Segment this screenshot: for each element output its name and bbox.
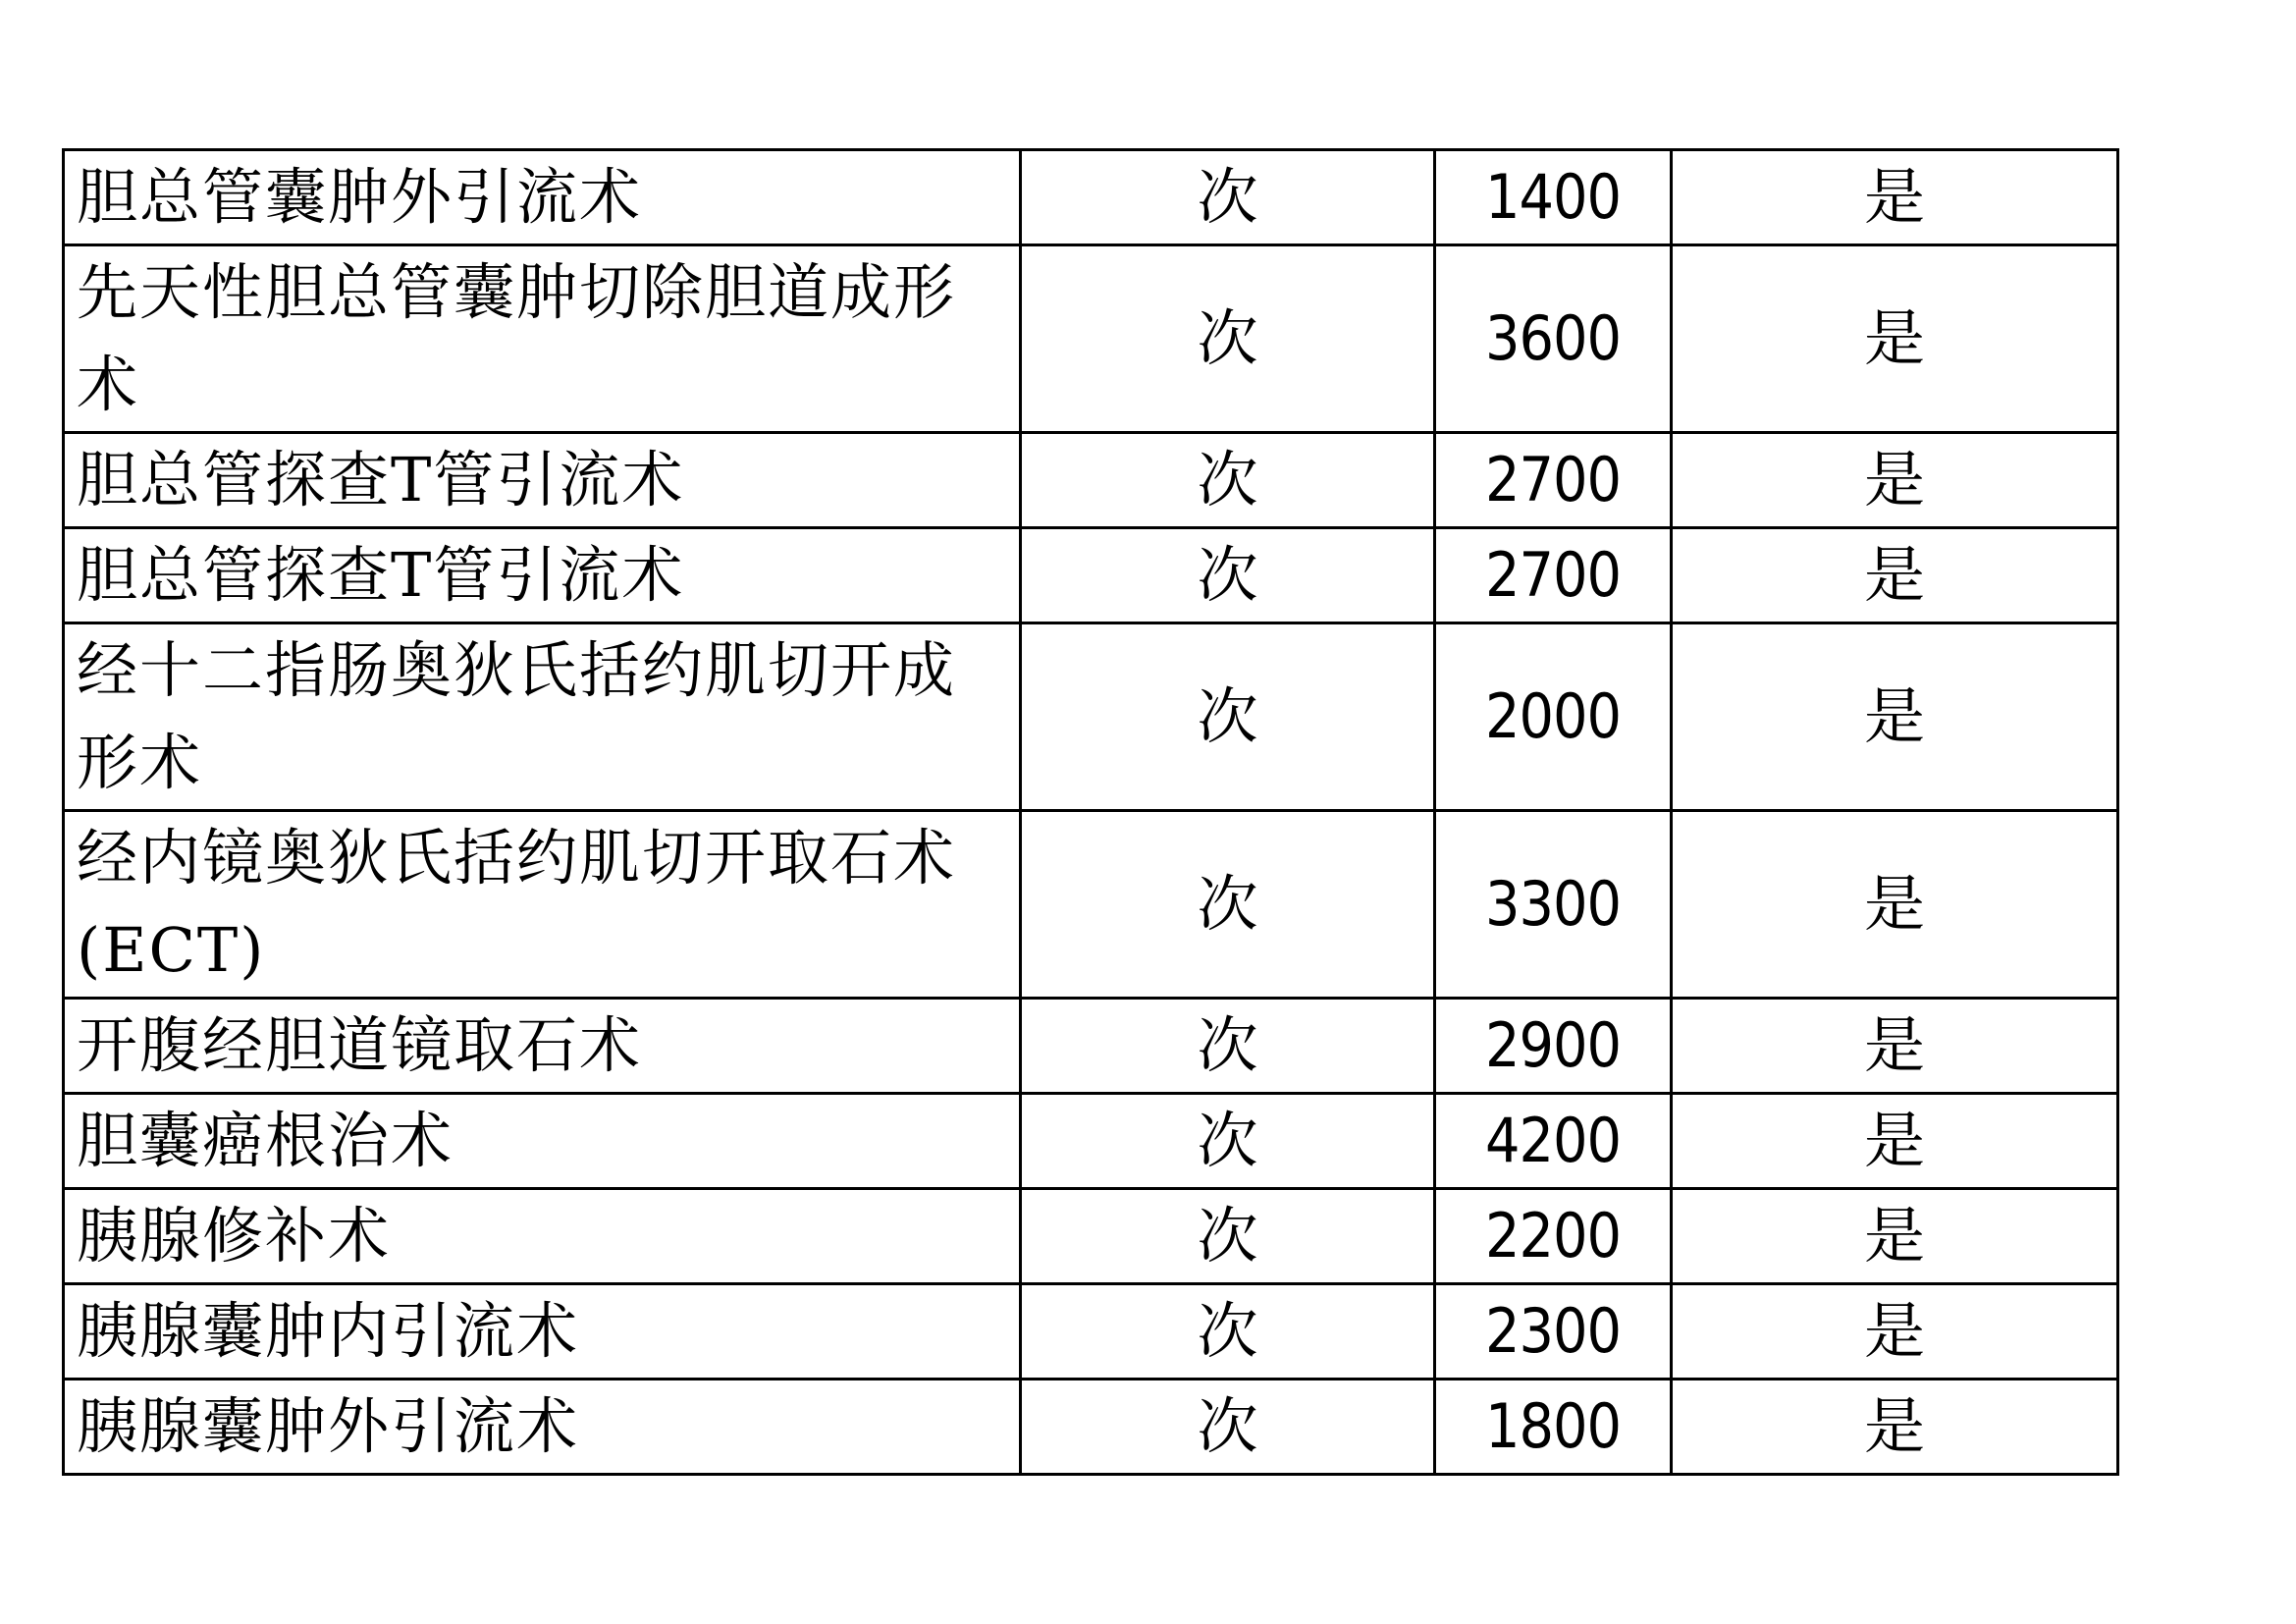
table-row	[64, 150, 2118, 245]
table-row	[64, 528, 2118, 623]
price-cell: 3600	[1435, 245, 1672, 433]
unit-cell: 次	[1021, 1284, 1435, 1380]
price-cell: 2200	[1435, 1189, 1672, 1284]
flag-cell: 是	[1672, 999, 2118, 1094]
procedure-name-cell: 先天性胆总管囊肿切除胆道成形术	[64, 245, 1021, 433]
unit-cell: 次	[1021, 623, 1435, 811]
procedure-name-cell: 经内镜奥狄氏括约肌切开取石术(ECT)	[64, 811, 1021, 999]
price-cell: 4200	[1435, 1094, 1672, 1189]
table-row	[64, 433, 2118, 528]
unit-cell: 次	[1021, 1189, 1435, 1284]
flag-cell: 是	[1672, 433, 2118, 528]
unit-cell: 次	[1021, 433, 1435, 528]
procedure-name-cell: 经十二指肠奥狄氏括约肌切开成形术	[64, 623, 1021, 811]
unit-cell: 次	[1021, 245, 1435, 433]
procedure-name-cell: 胆总管探查T管引流术	[64, 433, 1021, 528]
price-cell: 2700	[1435, 528, 1672, 623]
unit-cell: 次	[1021, 999, 1435, 1094]
flag-cell: 是	[1672, 811, 2118, 999]
flag-cell: 是	[1672, 150, 2118, 245]
flag-cell: 是	[1672, 1380, 2118, 1475]
procedure-name-cell: 开腹经胆道镜取石术	[64, 999, 1021, 1094]
table-row	[64, 245, 2118, 433]
flag-cell: 是	[1672, 1094, 2118, 1189]
unit-cell: 次	[1021, 1380, 1435, 1475]
flag-cell: 是	[1672, 1284, 2118, 1380]
procedure-name-cell: 胆总管探查T管引流术	[64, 528, 1021, 623]
procedure-name-cell: 胰腺囊肿外引流术	[64, 1380, 1021, 1475]
table-row	[64, 811, 2118, 999]
table-row	[64, 623, 2118, 811]
table-row	[64, 999, 2118, 1094]
procedure-name-cell: 胆总管囊肿外引流术	[64, 150, 1021, 245]
fee-table	[62, 148, 2119, 1476]
procedure-name-cell: 胰腺修补术	[64, 1189, 1021, 1284]
unit-cell: 次	[1021, 1094, 1435, 1189]
procedure-name-cell: 胆囊癌根治术	[64, 1094, 1021, 1189]
table-row	[64, 1094, 2118, 1189]
price-cell: 2300	[1435, 1284, 1672, 1380]
price-cell: 1400	[1435, 150, 1672, 245]
flag-cell: 是	[1672, 528, 2118, 623]
flag-cell: 是	[1672, 245, 2118, 433]
price-cell: 2000	[1435, 623, 1672, 811]
unit-cell: 次	[1021, 150, 1435, 245]
flag-cell: 是	[1672, 1189, 2118, 1284]
price-cell: 3300	[1435, 811, 1672, 999]
table-row	[64, 1189, 2118, 1284]
price-cell: 2700	[1435, 433, 1672, 528]
table-row	[64, 1284, 2118, 1380]
table-row	[64, 1380, 2118, 1475]
price-cell: 2900	[1435, 999, 1672, 1094]
unit-cell: 次	[1021, 528, 1435, 623]
procedure-name-cell: 胰腺囊肿内引流术	[64, 1284, 1021, 1380]
price-cell: 1800	[1435, 1380, 1672, 1475]
flag-cell: 是	[1672, 623, 2118, 811]
unit-cell: 次	[1021, 811, 1435, 999]
